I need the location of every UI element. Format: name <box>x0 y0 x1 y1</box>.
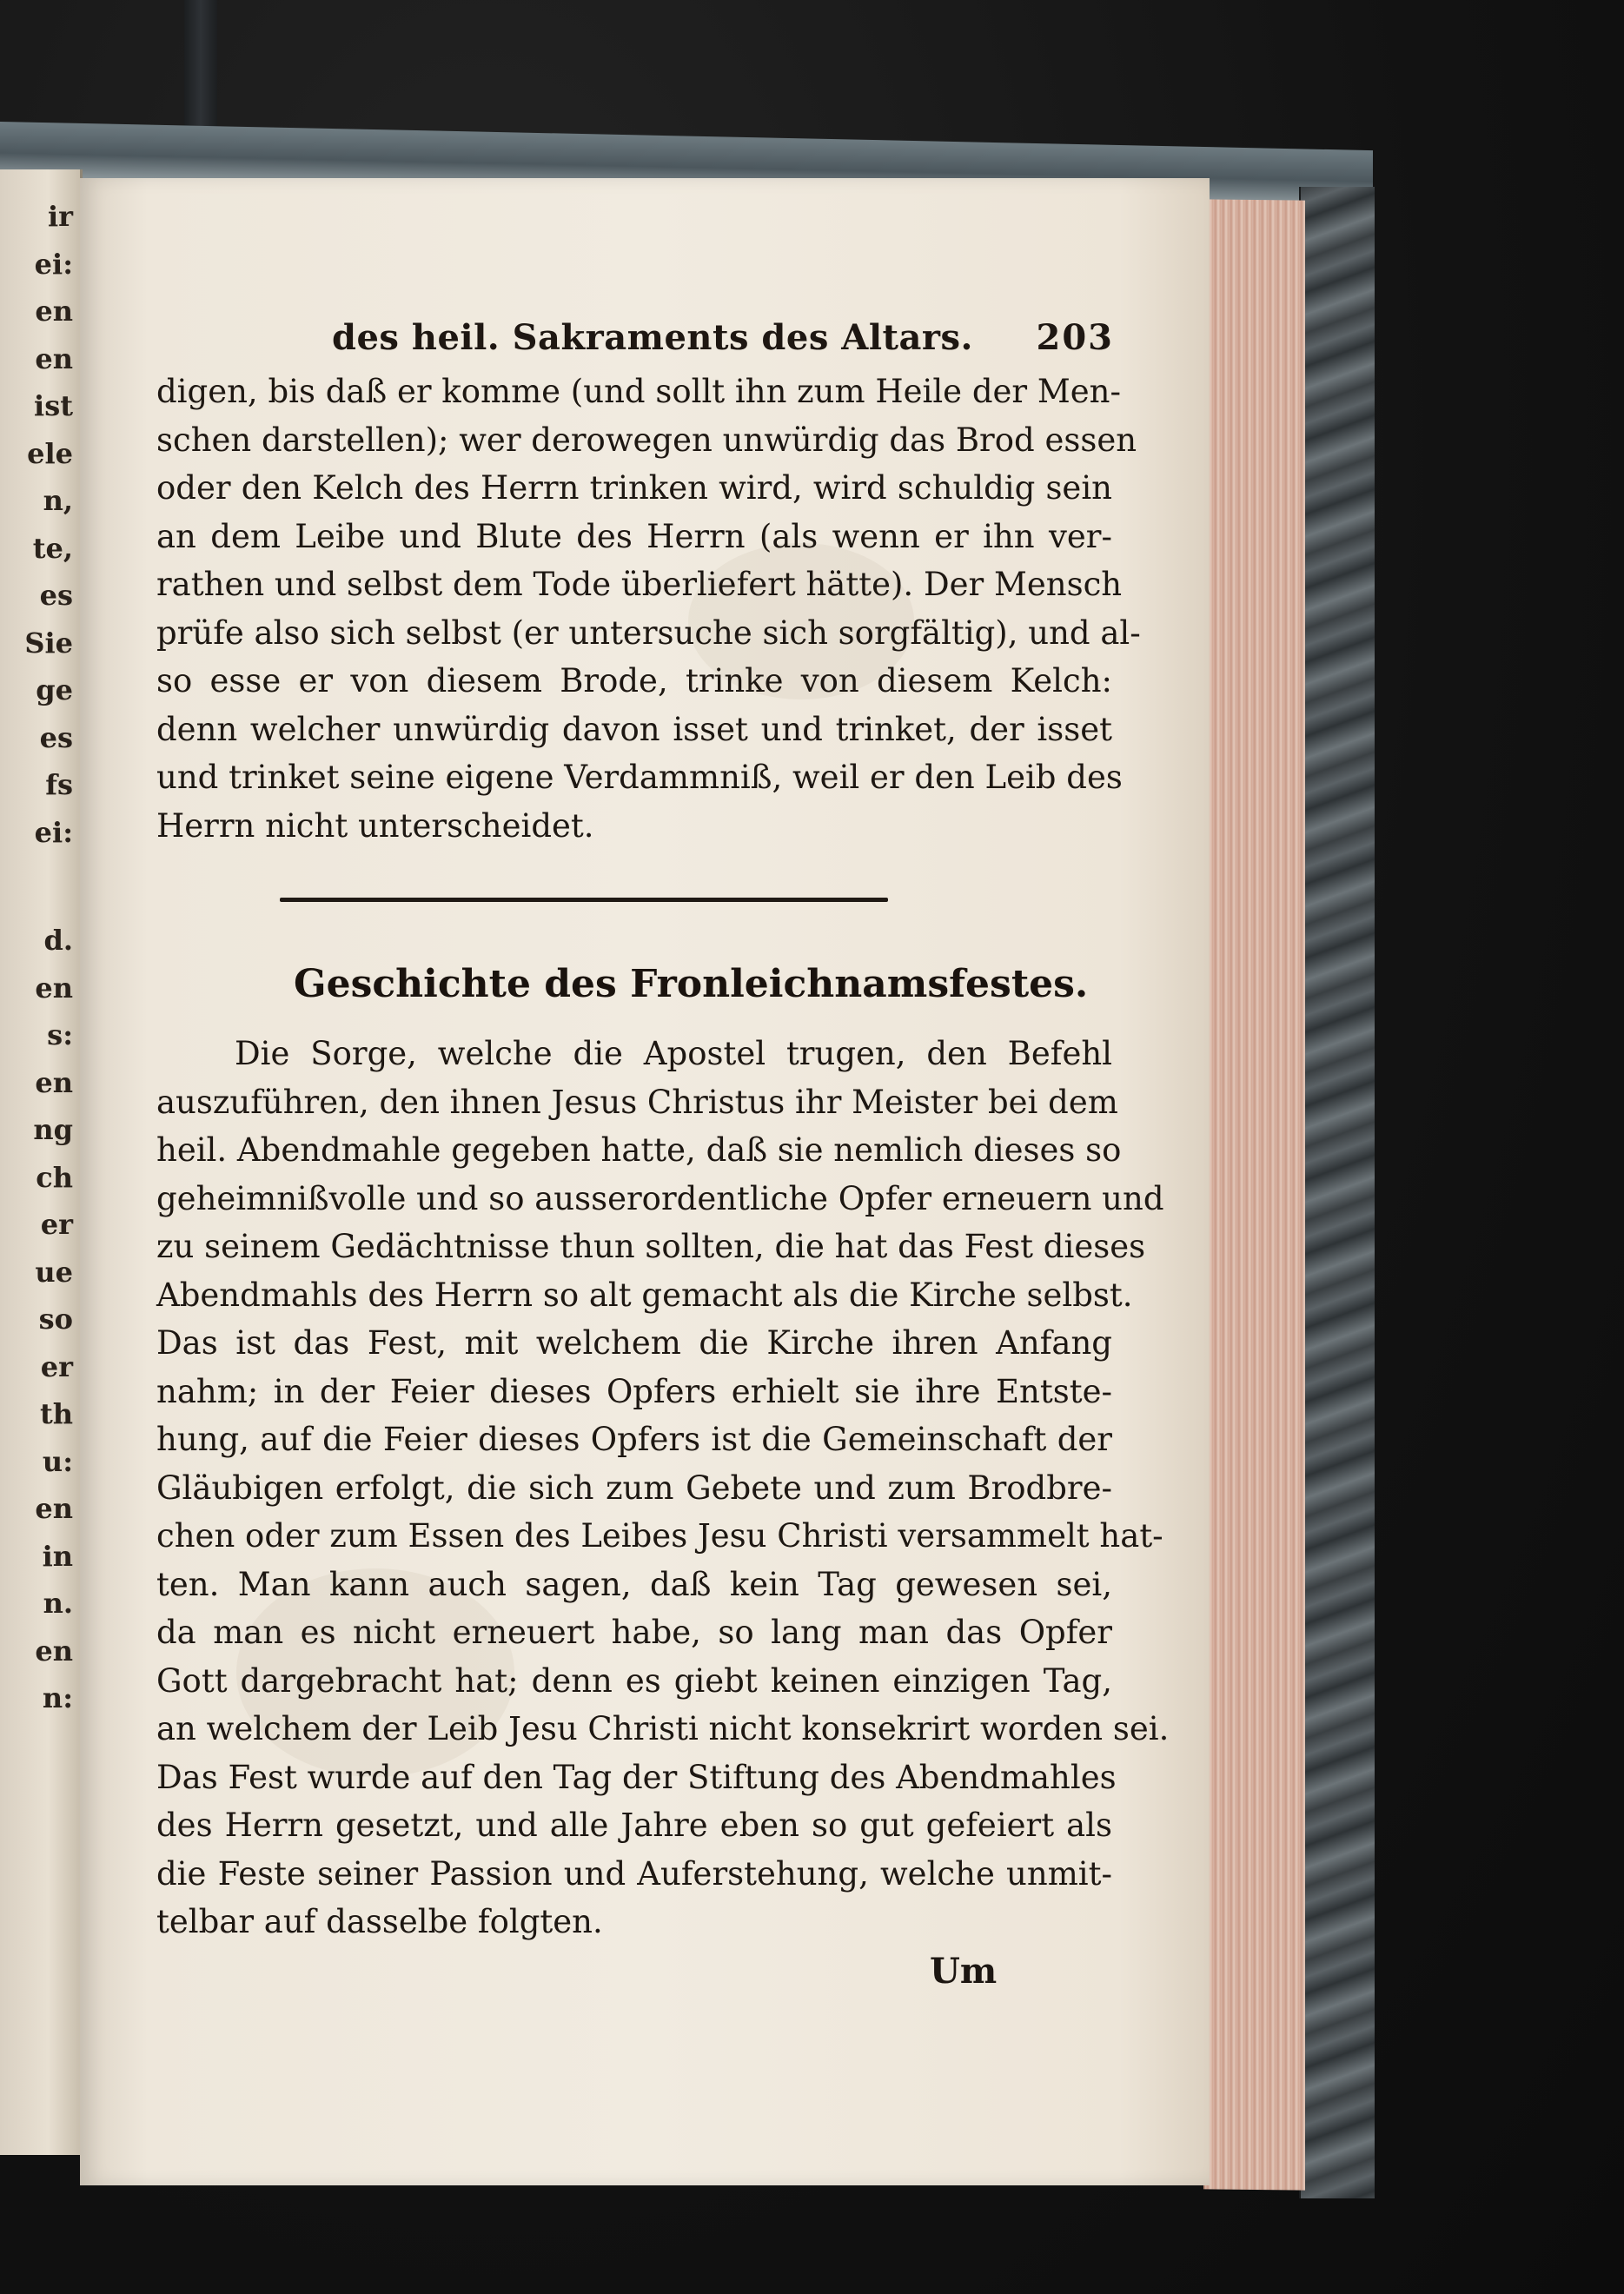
left-page-text-fragment: en <box>35 1492 73 1525</box>
book-page <box>80 178 1210 2185</box>
left-page-text-fragment: ir <box>47 200 73 233</box>
text-line: heil. Abendmahle gegeben hatte, daß sie nemlich dieses so <box>156 1131 1122 1169</box>
text-line: an welchem der Leib Jesu Christi nicht konsekrirt worden sei. <box>156 1710 1170 1747</box>
text-line: telbar auf dasselbe folgten. <box>156 1903 603 1940</box>
text-line: denn welcher unwürdig davon isset und trinket, der isset <box>156 710 1112 748</box>
left-page-text-fragment: d. <box>43 924 73 957</box>
text-line: so esse er von diesem Brode, trinke von diesem Kelch: <box>156 662 1112 699</box>
text-line: digen, bis daß er komme (und sollt ihn zum Heile der Men- <box>156 373 1121 410</box>
text-line: nahm; in der Feier dieses Opfers erhielt sie ihre Entste- <box>156 1372 1112 1410</box>
text-line: Das ist das Fest, mit welchem die Kirche ihren Anfang <box>156 1324 1112 1362</box>
left-page-text-fragment: ele <box>27 436 73 470</box>
left-page-text-fragment: en <box>35 341 73 375</box>
left-page-text-fragment: th <box>39 1397 73 1430</box>
section-title: Geschichte des Fronleichnamsfestes. <box>294 962 1089 1006</box>
left-page-text-fragment: er <box>40 1208 73 1241</box>
text-line: zu seinem Gedächtnisse thun sollten, die hat das Fest dieses <box>156 1228 1146 1265</box>
left-page-text-fragment: Sie <box>24 626 73 660</box>
left-page-text-fragment: ue <box>35 1255 73 1289</box>
text-line: Das Fest wurde auf den Tag der Stiftung des Abendmahles <box>156 1758 1117 1796</box>
text-line: Gläubigen erfolgt, die sich zum Gebete und zum Brodbre- <box>156 1469 1112 1507</box>
text-line: Abendmahls des Herrn so alt gemacht als die Kirche selbst. <box>156 1276 1133 1314</box>
left-page-text-fragment: ng <box>33 1113 73 1146</box>
left-page-text-fragment: so <box>38 1303 73 1336</box>
text-line: chen oder zum Essen des Leibes Jesu Christi versammelt hat- <box>156 1517 1163 1555</box>
paragraph-section-body <box>156 1030 1170 1946</box>
catchword: Um <box>930 1951 998 1992</box>
left-page-text-fragment: es <box>39 720 73 754</box>
text-line: die Feste seiner Passion und Auferstehung, welche unmit- <box>156 1854 1112 1893</box>
text-line: da man es nicht erneuert habe, so lang man das Opfer <box>156 1614 1112 1651</box>
section-divider-rule <box>280 898 888 902</box>
left-page-text-fragment: ist <box>34 389 73 422</box>
left-page-text-fragment: s: <box>47 1018 73 1051</box>
text-line: Herrn nicht unterscheidet. <box>156 806 594 845</box>
text-line: des Herrn gesetzt, und alle Jahre eben so gut gefeiert als <box>156 1807 1112 1844</box>
text-line: prüfe also sich selbst (er untersuche sich sorgfältig), und al- <box>156 613 1141 652</box>
text-line: auszuführen, den ihnen Jesus Christus ihr Meister bei dem <box>156 1083 1118 1121</box>
text-line: an dem Leibe und Blute des Herrn (als wenn er ihn ver- <box>156 517 1112 555</box>
text-line: oder den Kelch des Herrn trinken wird, wird schuldig sein <box>156 469 1112 507</box>
left-page-text-fragment: ei: <box>34 815 73 849</box>
paragraph-continued <box>156 368 1141 850</box>
text-line: schen darstellen); wer derowegen unwürdig das Brod essen <box>156 421 1137 459</box>
left-page-text-fragment: en <box>35 1065 73 1099</box>
left-page-text-fragment: en <box>35 1634 73 1667</box>
left-facing-page <box>0 169 83 2155</box>
left-page-text-fragment: es <box>39 579 73 612</box>
text-line: geheimnißvolle und so ausserordentliche Opfer erneuern und <box>156 1179 1164 1217</box>
text-line: ten. Man kann auch sagen, daß kein Tag gewesen sei, <box>156 1565 1112 1603</box>
left-page-text-fragment: n: <box>42 1681 73 1714</box>
text-line: rathen und selbst dem Tode überliefert hätte). Der Mensch <box>156 566 1123 603</box>
text-line: Die Sorge, welche die Apostel trugen, den Befehl <box>235 1035 1112 1072</box>
page-edges <box>1203 199 1305 2190</box>
text-line: Gott dargebracht hat; denn es giebt keinen einzigen Tag, <box>156 1661 1112 1700</box>
left-page-text-fragment: ei: <box>34 247 73 281</box>
left-page-text-fragment: er <box>40 1349 73 1383</box>
left-page-text-fragment: n, <box>43 484 73 517</box>
running-title: des heil. Sakraments des Altars. <box>332 317 973 358</box>
left-page-text-fragment: in <box>42 1539 73 1573</box>
left-page-text-fragment: ch <box>36 1160 73 1194</box>
book-cover-right-edge <box>1299 187 1375 2198</box>
text-line: hung, auf die Feier dieses Opfers ist die Gemeinschaft der <box>156 1421 1112 1458</box>
page-number: 203 <box>1036 317 1114 358</box>
left-page-text-fragment: u: <box>42 1444 73 1478</box>
left-page-text-fragment: ge <box>36 673 73 706</box>
left-page-text-fragment: n. <box>43 1587 73 1620</box>
left-page-text-fragment: en <box>35 971 73 1004</box>
left-page-text-fragment: fs <box>45 768 73 801</box>
left-page-text-fragment: en <box>35 295 73 328</box>
text-line: und trinket seine eigene Verdammniß, weil er den Leib des <box>156 759 1123 796</box>
left-page-text-fragment: te, <box>32 531 73 565</box>
